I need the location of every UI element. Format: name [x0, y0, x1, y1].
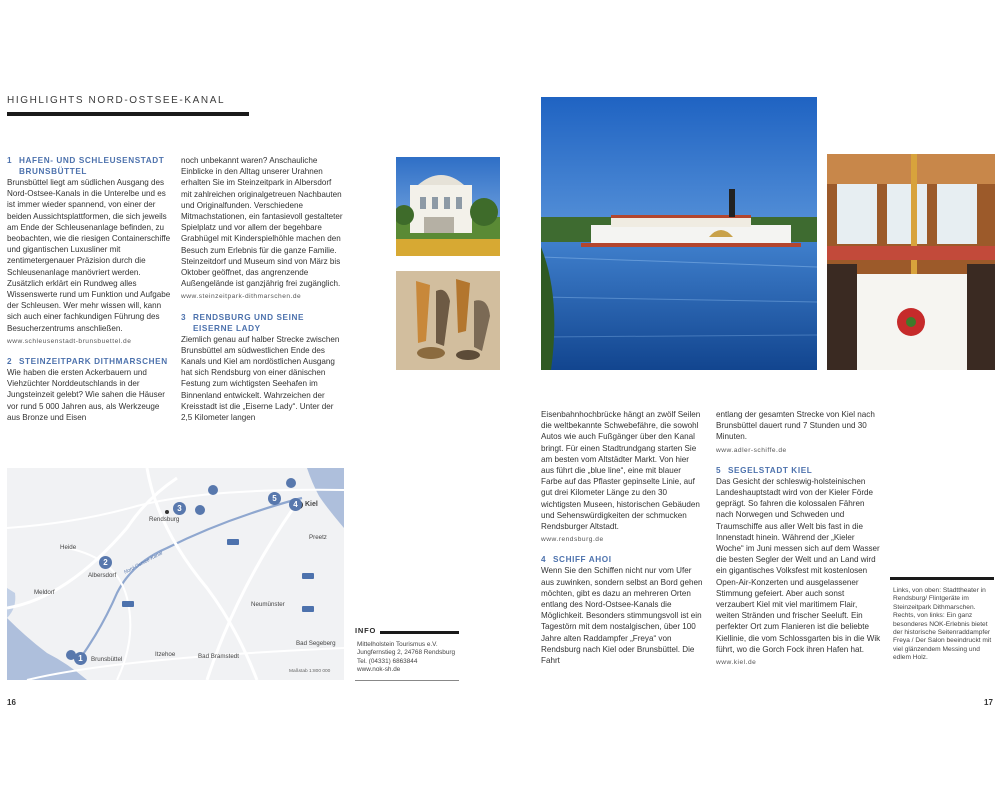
- label-heide: Heide: [60, 544, 77, 551]
- heading-rendsburg: [181, 312, 344, 334]
- highway-shield: [122, 601, 134, 607]
- text-column-2: [181, 155, 344, 423]
- heading-number: 3: [181, 312, 187, 322]
- info-body: [357, 641, 455, 674]
- link-adler-schiffe[interactable]: www.adler-schiffe.de: [716, 446, 787, 454]
- heading-steinzeitpark: [7, 356, 172, 367]
- info-bottom-rule: [355, 680, 459, 681]
- link-rendsburg[interactable]: www.rendsburg.de: [541, 536, 604, 544]
- salon-image: [827, 154, 995, 370]
- label-bad-bramstedt: Bad Bramstedt: [198, 653, 239, 660]
- stadttheater-image: [396, 157, 500, 256]
- heading-number: 5: [716, 465, 722, 475]
- map-marker-5[interactable]: [268, 492, 281, 505]
- label-neumuenster: Neumünster: [251, 601, 285, 608]
- photo-flintgeraete: [396, 271, 500, 370]
- photo-caption: Links, von oben: Stadttheater in Rendsburg/ Flintgeräte im Steinzeitpark Dithmarschen. Rechts, von links: Ein ganz besonderes NOK-Erlebnis bietet der historische Seitenraddampfer Freya / Der Salon beeindruckt mit viel glänzendem Messing und edlem Holz.: [893, 587, 992, 662]
- label-kiel: Kiel: [305, 501, 318, 508]
- page-number-left: 16: [7, 698, 16, 707]
- label-canal: Nord-Ostsee-Kanal: [123, 550, 164, 576]
- link-steinzeitpark[interactable]: www.steinzeitpark-dithmarschen.de: [181, 293, 302, 301]
- heading-text-cont: BRUNSBÜTTEL: [19, 167, 88, 176]
- link-schleusenstadt[interactable]: www.schleusenstadt-brunsbuettel.de: [7, 337, 132, 345]
- marker-label: 1: [78, 654, 83, 663]
- header-rule: [7, 112, 249, 116]
- marker-label: 3: [177, 504, 182, 513]
- text-column-3: [541, 409, 704, 666]
- heading-brunsbuettel: [7, 155, 172, 177]
- ship-icon: [286, 478, 296, 488]
- photo-stadttheater: [396, 157, 500, 256]
- coast-water: [7, 588, 15, 618]
- info-title: INFO: [355, 626, 380, 635]
- body-rendsburg: Ziemlich genau auf halber Strecke zwischen Brunsbüttel am südwestlichen Ende des Kanals und Kiel am nordöstlichen Ausgang hat sich Rendsburg von einer dänischen Festung zum wichtigsten Seehafen im Binnenland entwickelt. Wahrzeichen der Kreisstadt ist die „Eiserne Lady“. Unter der 2,5 Kilometer langen: [181, 334, 340, 423]
- marker-label: 5: [272, 494, 277, 503]
- ship-icon: [195, 505, 205, 515]
- text-column-1: [7, 155, 172, 423]
- link-kiel[interactable]: www.kiel.de: [716, 659, 757, 667]
- section-kicker: HIGHLIGHTS NORD-OSTSEE-KANAL: [7, 95, 226, 106]
- heading-schiff-ahoi: [541, 554, 704, 565]
- heading-text: SEGELSTADT KIEL: [728, 465, 813, 475]
- body-schiff-ahoi: Wenn Sie den Schiffen nicht nur vom Ufer aus zuwinken, sondern selbst an Bord gehen möchten, gibt es dazu an mehreren Orten entlang des Nord-Ostsee-Kanals die Möglichkeit. Besonders stimmungsvoll ist ein Tagestörn mit dem nostalgischen, über 100 Jahre alten Raddampfer „Freya“ von Rendsburg nach Kiel oder Brunsbüttel. Die Fahrt: [541, 566, 703, 666]
- heading-text: STEINZEITPARK DITHMARSCHEN: [19, 357, 168, 367]
- label-brunsbuettel: Brunsbüttel: [91, 656, 123, 663]
- map-marker-2[interactable]: [99, 556, 112, 569]
- flint-tools-image: [396, 271, 500, 370]
- heading-text-cont: EISERNE LADY: [193, 323, 261, 333]
- page-number-right: 17: [984, 698, 993, 707]
- body-steinzeitpark: Wie haben die ersten Ackerbauern und Viehzüchter Norddeutschlands in der Jungsteinzeit gelebt? Wie sahen die Häuser vor rund 5 000 Jahren aus, als Werkzeuge aus Bronze und Eisen: [7, 368, 165, 422]
- caption-rule: [890, 577, 994, 580]
- info-phone: Tel. (04331) 6863844: [357, 657, 418, 665]
- label-itzehoe: Itzehoe: [155, 651, 176, 658]
- region-map: [7, 468, 344, 680]
- city-dot-rendsburg: [165, 510, 169, 514]
- kieler-foerde: [307, 468, 344, 528]
- info-website[interactable]: www.nok-sh.de: [357, 665, 401, 673]
- info-organisation: Mittelholstein Tourismus e.V.: [357, 641, 438, 648]
- photo-salon: [827, 154, 995, 370]
- ship-icon: [208, 485, 218, 495]
- text-column-4: [716, 409, 881, 677]
- heading-number: 1: [7, 156, 13, 165]
- map-scale: Maßstab 1:800 000: [289, 669, 331, 674]
- heading-number: 2: [7, 357, 13, 367]
- marker-label: 2: [103, 558, 108, 567]
- heading-segelstadt-kiel: [716, 465, 881, 476]
- body-steinzeitpark-cont: noch unbekannt waren? Anschauliche Einblicke in den Alltag unserer Urahnen erhalten Sie im Steinzeitpark in Albersdorf mit zahlreichen originalgetreuen Nachbauten und Originalfunden. Verschiedene Mitmachstationen, ein fantasievoll gestalteter Spielplatz und vor allem der begehbare Grabhügel mit Kinderspielhöhle machen den Besuch zum Erlebnis für die ganze Familie. Steinzeitdorf und Museum sind von März bis Oktober geöffnet, das angrenzende Außengelände ist ganzjährig frei zugänglich.: [181, 156, 343, 289]
- map-marker-4[interactable]: [289, 498, 302, 511]
- steamboat-image: [541, 97, 817, 370]
- map-marker-1[interactable]: [74, 652, 87, 665]
- label-preetz: Preetz: [309, 534, 327, 541]
- body-segelstadt-kiel: Das Gesicht der schleswig-holsteinischen Landeshauptstadt wird von der Kieler Förde geprägt. So fahren die kolossalen Fähren nach Norwegen und Schweden und Traumschiffe aus aller Welt bis fast in die Innenstadt hinein. Während der „Kieler Woche“ im Juni messen sich auf dem Wasser die besten Segler der Welt und an Land wird ein gigantisches Volksfest mit kostenlosen Open-Air-Konzerten und ausgelassener Stimmung gefeiert. Aber auch sonst verzaubert Kiel mit viel maritimem Flair, weiten Stränden und frischer Seeluft. Ein perfekter Ort zum Flanieren ist die beliebte Kiellinie, die vom Schlossgarten bis in die Wik führt, wo die Gorch Fock ihren Hafen hat.: [716, 476, 881, 654]
- highway-shield: [302, 606, 314, 612]
- label-bad-segeberg: Bad Segeberg: [296, 640, 336, 647]
- highway-shield: [302, 573, 314, 579]
- road: [7, 478, 180, 608]
- photo-raddampfer-freya: [541, 97, 817, 370]
- label-meldorf: Meldorf: [34, 589, 55, 596]
- body-rendsburg-cont: Eisenbahnhochbrücke hängt an zwölf Seilen die weltbekannte Schwebefähre, die sowohl Autos wie auch Fußgänger über den Kanal bringt. Für einen Stadtrundgang starten Sie am besten vom Altstädter Markt. Von hier aus führt die „blue line“, eine mit blauer Farbe auf das Pflaster gepinselte Linie, auf gut drei Kilometer Länge zu den 30 wichtigsten Museen, historischen Gebäuden und Sehenswürdigkeiten der schmucken Rendsburger Altstadt.: [541, 410, 701, 532]
- heading-text: RENDSBURG UND SEINE: [193, 312, 305, 322]
- marker-label: 4: [293, 500, 298, 509]
- heading-text: HAFEN- UND SCHLEUSENSTADT: [19, 156, 165, 165]
- heading-number: 4: [541, 555, 547, 565]
- map-marker-3[interactable]: [173, 502, 186, 515]
- highway-shield: [227, 539, 239, 545]
- heading-text: SCHIFF AHOI: [553, 555, 612, 565]
- canal-line: [79, 498, 302, 660]
- info-address: Jungfernstieg 2, 24768 Rendsburg: [357, 649, 456, 657]
- body-schiff-ahoi-cont: entlang der gesamten Strecke von Kiel nach Brunsbüttel dauert rund 7 Stunden und 30 Minuten.: [716, 410, 875, 442]
- label-rendsburg: Rendsburg: [149, 516, 180, 523]
- label-albersdorf: Albersdorf: [88, 572, 117, 579]
- body-brunsbuettel: Brunsbüttel liegt am südlichen Ausgang des Nord-Ostsee-Kanals in die Unterelbe und es ist immer wieder spannend, von einer der beiden Aussichtsplattformen, die sich jeweils am Ende der Schleusenanlage befinden, zu beobachten, wie die riesigen Containerschiffe und gigantischen Luxusliner mit zentimetergenauer Präzision durch die Schleusenanlage manövriert werden. Zusätzlich erklärt ein Rundweg alles Wissenswerte rund um Funktion und Aufgabe der Schleusen. Wer mehr wissen will, kann sich auch einer fachkundigen Führung des Besucherzentrums anschließen.: [7, 178, 171, 333]
